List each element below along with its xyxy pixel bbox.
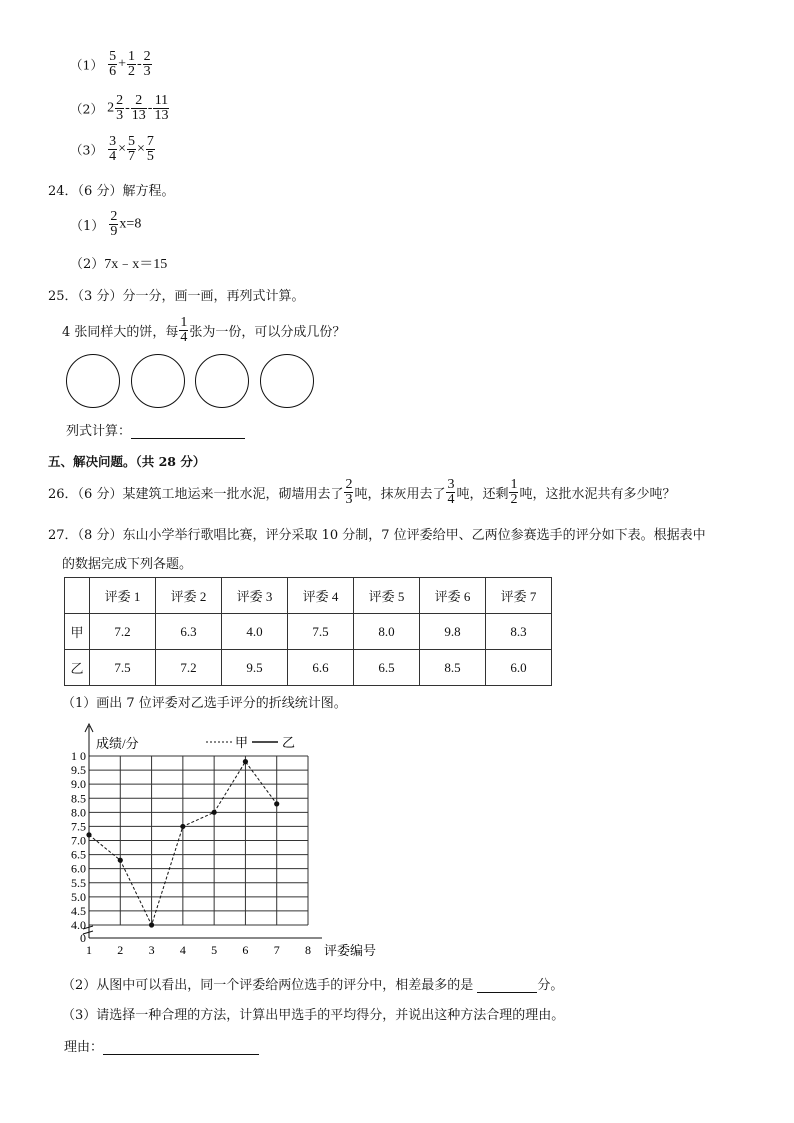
fraction: $\frac{2}{3}$	[143, 49, 151, 79]
fraction: $\frac{5}{6}$	[109, 49, 117, 79]
fraction: $\frac{7}{5}$	[146, 134, 154, 164]
q27-sub-3: （3）请选择一种合理的方法，计算出甲选手的平均得分，并说出这种方法合理的理由。	[62, 1008, 565, 1023]
q27-line-2: 的数据完成下列各题。	[62, 557, 193, 572]
table-cell: 乙	[65, 650, 90, 686]
q27-sub-2-text: （2）从图中可以看出，同一个评委给两位选手的评分中，相差最多的是	[62, 978, 474, 993]
table-cell: 6.0	[486, 650, 552, 686]
y-tick-label: 0	[80, 931, 86, 945]
q23-item-2-label: （2）	[70, 101, 103, 117]
q27-reason	[64, 1036, 259, 1055]
data-point	[274, 801, 279, 806]
y-tick-label: 6.5	[71, 847, 86, 862]
q23-item-3-label: （3）	[70, 142, 103, 158]
y-tick-label: 5.5	[71, 875, 86, 890]
table-cell: 9.5	[222, 650, 288, 686]
x-tick-label: 2	[117, 943, 124, 957]
table-cell: 4.0	[222, 614, 288, 650]
table-row	[65, 614, 552, 650]
fraction: $\frac{3}{4}$	[447, 477, 455, 507]
table-cell: 8.0	[354, 614, 420, 650]
score-line-chart	[58, 722, 398, 962]
fraction: $\frac{1}{4}$	[180, 315, 188, 345]
fraction: $\frac{2}{3}$	[345, 477, 353, 507]
chart-legend	[206, 735, 295, 750]
chart-grid	[89, 756, 308, 925]
fraction: $\frac{2}{9}$	[110, 209, 118, 239]
y-tick-label: 8.5	[71, 791, 86, 806]
q23-item-1-label: （1）	[70, 57, 103, 73]
pancake-circle-2	[131, 354, 185, 408]
y-tick-label: 6.0	[71, 861, 86, 876]
y-tick-label: 5.0	[71, 889, 86, 904]
data-point	[118, 858, 123, 863]
x-axis-title: 评委编号	[324, 943, 377, 958]
fraction: $\frac{1}{2}$	[128, 49, 135, 79]
y-axis-title: 成绩/分	[96, 736, 139, 751]
q24-item-1	[70, 210, 141, 239]
y-tick-label: 4.0	[71, 918, 86, 932]
y-tick-label: 9.0	[71, 777, 86, 792]
q26	[48, 478, 676, 507]
table-cell: 甲	[65, 614, 90, 650]
table-cell: 评委 2	[156, 578, 222, 614]
y-tick-label: 7.5	[71, 819, 86, 834]
q25-problem	[62, 316, 345, 345]
q23-item-3	[70, 135, 156, 164]
table-cell: 评委 6	[420, 578, 486, 614]
data-point	[180, 824, 185, 829]
reason-label: 理由：	[64, 1040, 104, 1055]
table-cell: 评委 1	[90, 578, 156, 614]
operator: -	[125, 100, 130, 116]
q23-item-1	[70, 50, 153, 79]
table-cell: 8.3	[486, 614, 552, 650]
section-5-title: 五、解决问题。（共 28 分）	[48, 454, 206, 469]
table-cell: 7.2	[156, 650, 222, 686]
y-tick-label: 9.5	[71, 763, 86, 778]
operator: ×	[118, 141, 126, 157]
q24-item-1-label: （1）	[70, 219, 105, 234]
score-table	[64, 577, 552, 686]
fraction: $\frac{2}{13}$	[131, 93, 146, 123]
fraction: $\frac{1}{2}$	[510, 477, 518, 507]
legend-label-jia: 甲	[235, 735, 249, 750]
q24-item-2	[70, 253, 167, 273]
answer-blank[interactable]	[131, 424, 245, 439]
answer-blank[interactable]	[477, 978, 537, 993]
table-cell: 7.5	[288, 614, 354, 650]
table-cell: 评委 7	[486, 578, 552, 614]
q26-text-2: 吨，抹灰用去了	[354, 487, 446, 502]
table-cell: 评委 5	[354, 578, 420, 614]
q27-sub-1: （1）画出 7 位评委对乙选手评分的折线统计图。	[62, 696, 347, 711]
operator: ×	[137, 141, 145, 157]
operator: +	[118, 56, 126, 72]
q25-text-b: 张为一份，可以分成几份？	[189, 325, 346, 340]
pancake-circle-4	[260, 354, 314, 408]
table-cell: 6.5	[354, 650, 420, 686]
equation-rest: x=8	[119, 216, 142, 232]
data-point	[243, 759, 248, 764]
table-cell: 8.5	[420, 650, 486, 686]
q27-sub-2-unit: 分。	[537, 978, 564, 993]
fraction: $\frac{5}{7}$	[128, 134, 135, 164]
legend-label-yi: 乙	[282, 735, 296, 750]
q23-item-2	[70, 94, 170, 123]
x-tick-label: 6	[242, 943, 249, 957]
table-cell: 评委 3	[222, 578, 288, 614]
data-point	[86, 832, 91, 837]
x-tick-label: 8	[305, 943, 311, 957]
q27-sub-2	[62, 974, 563, 993]
pancake-circle-3	[195, 354, 249, 408]
q25-formula-label: 列式计算：	[66, 424, 132, 439]
q24-title: 24．（6 分）解方程。	[48, 184, 175, 199]
x-tick-label: 3	[148, 943, 155, 957]
fraction: $\frac{11}{13}$	[154, 93, 169, 123]
pancake-circle-1	[66, 354, 120, 408]
y-tick-label: 7.0	[71, 833, 86, 848]
q26-text-4: 吨，这批水泥共有多少吨？	[519, 487, 676, 502]
q25-title: 25．（3 分）分一分，画一画，再列式计算。	[48, 289, 305, 304]
table-cell: 9.8	[420, 614, 486, 650]
q25-formula	[66, 420, 245, 439]
table-cell: 6.3	[156, 614, 222, 650]
table-cell	[65, 578, 90, 614]
fraction: $\frac{2}{3}$	[116, 93, 124, 123]
y-tick-label: 1 0	[71, 749, 86, 763]
answer-blank[interactable]	[103, 1040, 259, 1055]
fraction: $\frac{3}{4}$	[109, 134, 117, 164]
whole-number: 2	[107, 100, 115, 116]
data-point	[149, 922, 154, 927]
operator: -	[147, 100, 153, 116]
x-tick-label: 7	[273, 943, 280, 957]
q27-line-1: 27．（8 分）东山小学举行歌唱比赛，评分采取 10 分制，7 位评委给甲、乙两位参赛选手的评分如下表。根据表中	[48, 528, 706, 543]
operator: -	[137, 56, 142, 72]
q26-text-1: 26．（6 分）某建筑工地运来一批水泥，砌墙用去了	[48, 487, 344, 502]
q26-text-3: 吨，还剩	[456, 487, 509, 502]
table-cell: 7.2	[90, 614, 156, 650]
q24-equation: 7x﹣x＝15	[104, 257, 168, 272]
x-tick-label: 1	[86, 943, 92, 957]
table-cell: 7.5	[90, 650, 156, 686]
y-tick-label: 4.5	[71, 903, 86, 918]
q25-text-a: 4 张同样大的饼，每	[62, 325, 179, 340]
table-row	[65, 650, 552, 686]
table-cell: 6.6	[288, 650, 354, 686]
y-tick-label: 8.0	[71, 805, 86, 820]
data-point	[212, 810, 217, 815]
x-tick-label: 5	[211, 943, 218, 957]
q24-item-2-label: （2）	[70, 257, 105, 272]
table-cell: 评委 4	[288, 578, 354, 614]
table-header-row	[65, 578, 552, 614]
x-tick-label: 4	[179, 943, 186, 957]
